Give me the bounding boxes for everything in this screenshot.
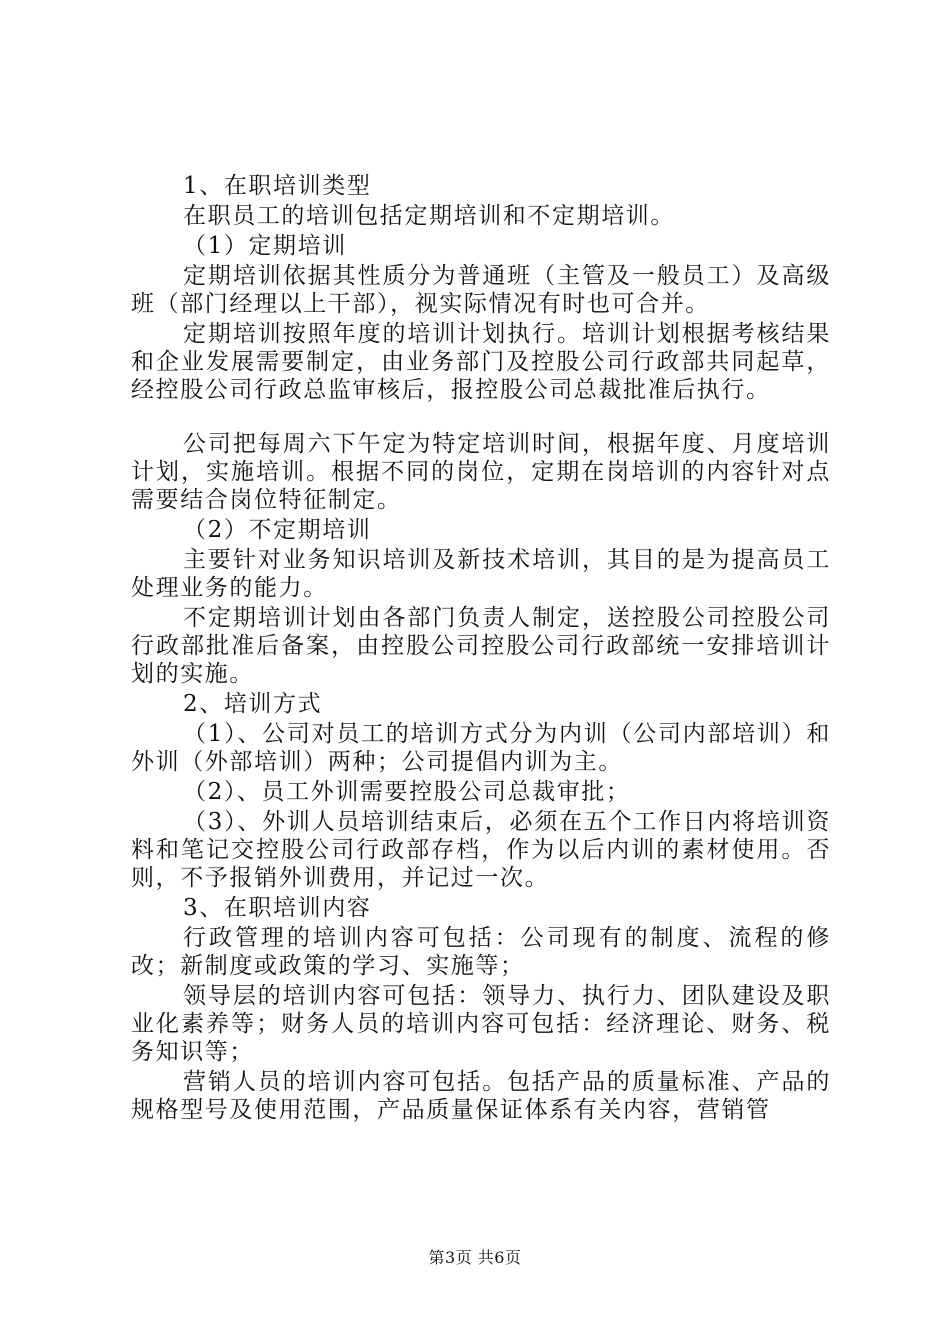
paragraph: 营销人员的培训内容可包括。包括产品的质量标准、产品的规格型号及使用范围，产品质量保证体系有关内容，营销管	[131, 1069, 831, 1123]
list-item: （3）、外训人员培训结束后，必须在五个工作日内将培训资料和笔记交控股公司行政部存档，作为以后内训的素材使用。否则，不予报销外训费用，并记过一次。	[131, 809, 831, 891]
section-heading-2: 2、培训方式	[183, 691, 323, 717]
paragraph: 行政管理的培训内容可包括：公司现有的制度、流程的修改；新制度或政策的学习、实施等；	[131, 925, 831, 979]
list-item: （2）、员工外训需要控股公司总裁审批；	[183, 779, 631, 805]
paragraph: 公司把每周六下午定为特定培训时间，根据年度、月度培训计划，实施培训。根据不同的岗位，定期在岗培训的内容针对点需要结合岗位特征制定。	[131, 431, 831, 513]
subheading-irregular-training: （2）不定期培训	[183, 517, 372, 543]
paragraph: 领导层的培训内容可包括：领导力、执行力、团队建设及职业化素养等；财务人员的培训内容可包括：经济理论、财务、税务知识等；	[131, 983, 831, 1065]
paragraph: 主要针对业务知识培训及新技术培训，其目的是为提高员工处理业务的能力。	[131, 547, 831, 601]
document-body	[131, 172, 831, 1126]
list-item: （1）、公司对员工的培训方式分为内训（公司内部培训）和外训（外部培训）两种；公司提倡内训为主。	[131, 721, 831, 775]
section-heading-1: 1、在职培训类型	[183, 173, 372, 199]
paragraph: 在职员工的培训包括定期培训和不定期培训。	[183, 203, 675, 229]
paragraph: 不定期培训计划由各部门负责人制定，送控股公司控股公司行政部批准后备案，由控股公司控股公司行政部统一安排培训计划的实施。	[131, 605, 831, 687]
page-footer: 第3页 共6页	[428, 1248, 522, 1267]
paragraph: 定期培训依据其性质分为普通班（主管及一般员工）及高级班（部门经理以上干部），视实际情况有时也可合并。	[131, 263, 831, 317]
paragraph: 定期培训按照年度的培训计划执行。培训计划根据考核结果和企业发展需要制定，由业务部门及控股公司行政部共同起草，经控股公司行政总监审核后，报控股公司总裁批准后执行。	[131, 321, 831, 403]
section-heading-3: 3、在职培训内容	[183, 895, 372, 921]
subheading-regular-training: （1）定期培训	[183, 233, 347, 259]
